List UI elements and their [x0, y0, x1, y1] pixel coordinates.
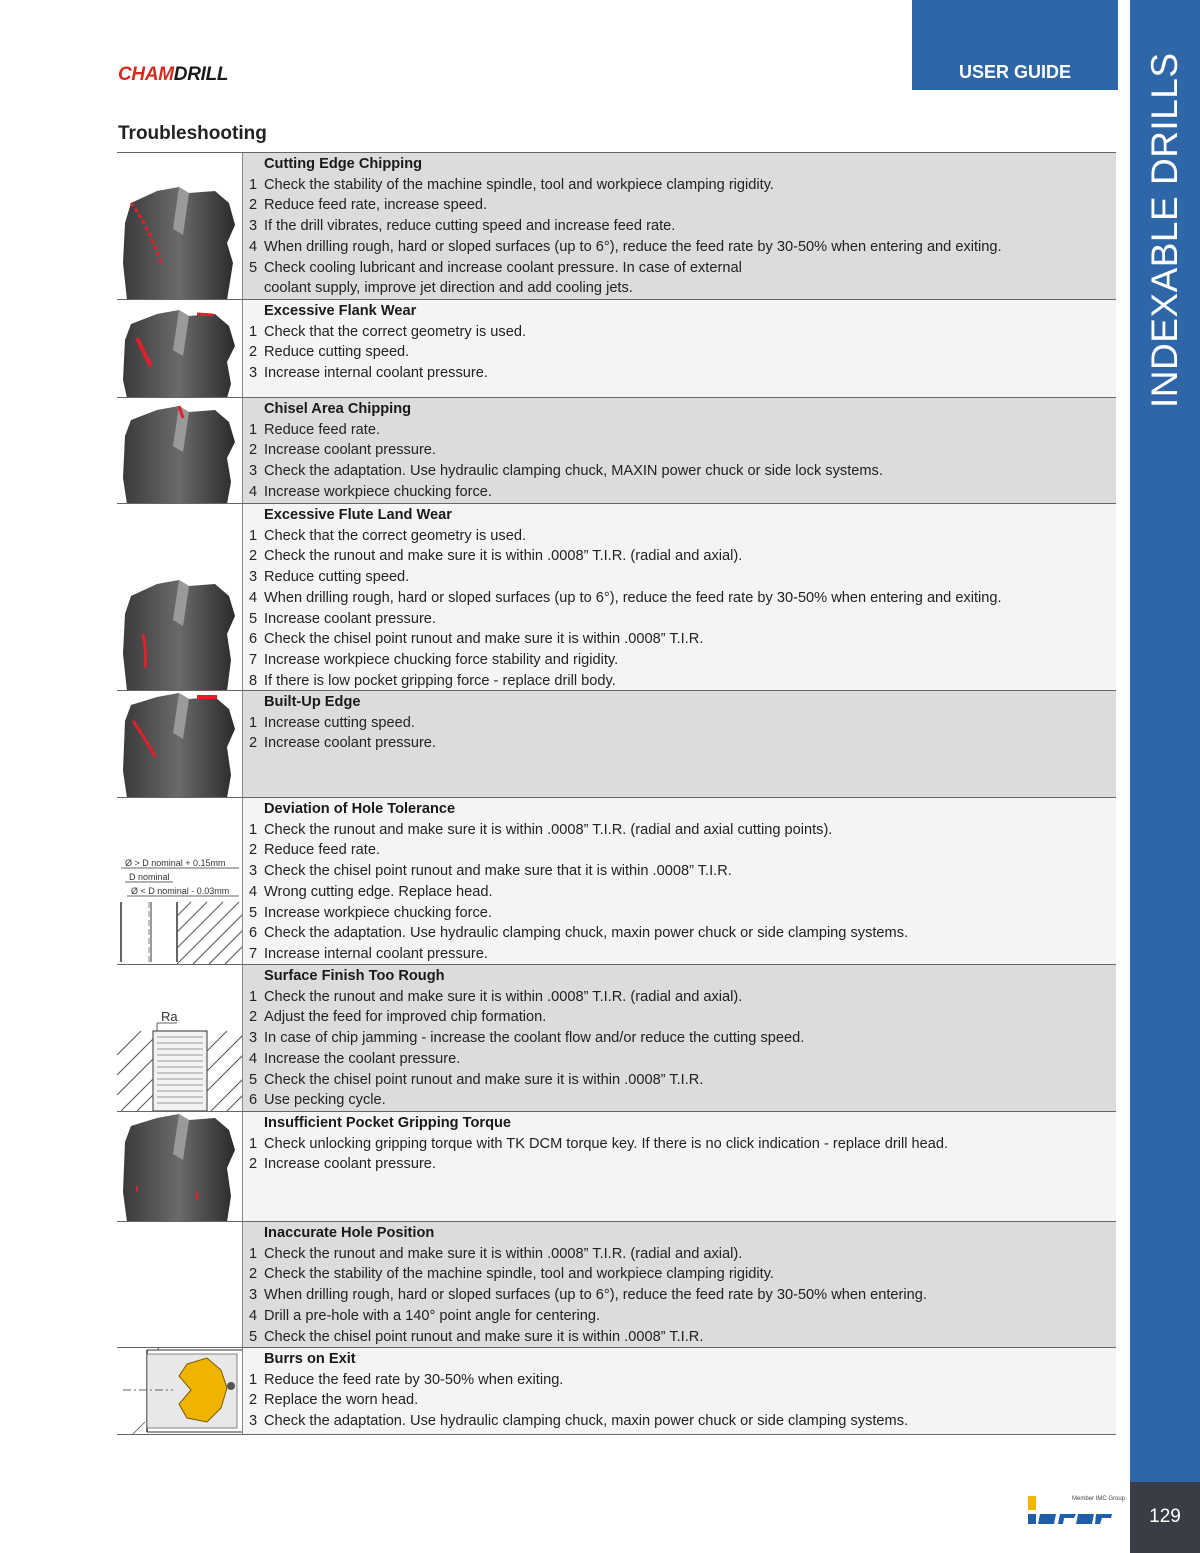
list-item: 4 Increase the coolant pressure. [249, 1050, 461, 1067]
section-title: Troubleshooting [118, 123, 267, 144]
troubleshooting-table [117, 152, 1116, 1435]
list-item: 4 When drilling rough, hard or sloped surfaces (up to 6°), reduce the feed rate by 30-50% when entering and exiting. [249, 589, 1002, 606]
list-item: 6 Check the chisel point runout and make sure it is within .0008” T.I.R. [249, 631, 704, 648]
row-title: Burrs on Exit [264, 1351, 356, 1367]
row-title: Deviation of Hole Tolerance [264, 801, 456, 817]
list-item-continuation: coolant supply, improve jet direction and add cooling jets. [264, 280, 633, 297]
list-item: 2 Replace the worn head. [249, 1392, 419, 1409]
table-row [117, 398, 1116, 504]
table-row [117, 965, 1116, 1112]
row-text [243, 1112, 1116, 1221]
list-item: 1 Check the runout and make sure it is within .0008” T.I.R. (radial and axial cutting points). [249, 821, 833, 838]
table-row [117, 798, 1116, 965]
drill-head-chisel-chipping-image [117, 398, 243, 503]
list-item: 1 Check that the correct geometry is used. [249, 527, 526, 544]
list-item: 1 Check the stability of the machine spindle, tool and workpiece clamping rigidity. [249, 176, 774, 193]
drill-head-gripping-torque-image [117, 1112, 243, 1221]
drill-head-built-up-edge-image [117, 691, 243, 797]
list-item: 5 Increase coolant pressure. [249, 610, 436, 627]
list-item: 2 Increase coolant pressure. [249, 735, 436, 752]
list-item: 2 Reduce cutting speed. [249, 344, 410, 361]
list-item: 4 Increase workpiece chucking force. [249, 483, 492, 500]
row-title: Excessive Flank Wear [264, 303, 417, 319]
list-item: 1 Check the runout and make sure it is within .0008” T.I.R. (radial and axial). [249, 988, 743, 1005]
list-item: 8 If there is low pocket gripping force - replace drill body. [249, 672, 616, 689]
tolerance-label-upper: Ø > D nominal + 0.15mm [125, 858, 226, 868]
list-item: 3 Check the chisel point runout and make sure that it is within .0008” T.I.R. [249, 863, 732, 880]
table-row [117, 691, 1116, 798]
burrs-exit-diagram [117, 1348, 243, 1434]
list-item: 6 Check the adaptation. Use hydraulic clamping chuck, maxin power chuck or side clamping systems. [249, 925, 909, 942]
list-item: 5 Check cooling lubricant and increase coolant pressure. In case of external [249, 259, 742, 276]
table-row [117, 153, 1116, 300]
drill-head-flute-land-wear-image [117, 504, 243, 690]
row-title: Insufficient Pocket Gripping Torque [264, 1115, 512, 1131]
side-section-title: INDEXABLE DRILLS [1144, 52, 1185, 408]
list-item: 3 Check the adaptation. Use hydraulic clamping chuck, MAXIN power chuck or side lock systems. [249, 463, 883, 480]
list-item: 2 Check the runout and make sure it is within .0008” T.I.R. (radial and axial). [249, 548, 743, 565]
empty-image-cell [117, 1222, 243, 1347]
list-item: 3 Increase internal coolant pressure. [249, 365, 488, 382]
row-title: Chisel Area Chipping [264, 401, 412, 417]
list-item: 5 Check the chisel point runout and make sure it is within .0008” T.I.R. [249, 1328, 704, 1345]
row-text [243, 1222, 1116, 1347]
list-item: 1 Increase cutting speed. [249, 714, 415, 731]
row-title: Excessive Flute Land Wear [264, 507, 452, 523]
list-item: 3 Reduce cutting speed. [249, 569, 410, 586]
table-row [117, 1348, 1116, 1435]
user-guide-tab: USER GUIDE [912, 0, 1118, 90]
row-text [243, 691, 1116, 797]
roughness-label: Ra [161, 1009, 178, 1024]
chamdrill-logo [118, 64, 228, 86]
list-item: 2 Check the stability of the machine spindle, tool and workpiece clamping rigidity. [249, 1266, 774, 1283]
list-item: 5 Check the chisel point runout and make sure it is within .0008” T.I.R. [249, 1071, 704, 1088]
list-item: 1 Check that the correct geometry is used. [249, 323, 526, 340]
member-imc-group: Member IMC Group [1072, 1496, 1126, 1502]
list-item: 2 Reduce feed rate, increase speed. [249, 197, 488, 214]
list-item: 1 Check unlocking gripping torque with TK DCM torque key. If there is no click indication - replace drill head. [249, 1135, 949, 1152]
list-item: 2 Reduce feed rate. [249, 842, 381, 859]
list-item: 1 Reduce feed rate. [249, 421, 381, 438]
hole-tolerance-diagram [117, 798, 243, 964]
list-item: 2 Adjust the feed for improved chip formation. [249, 1009, 547, 1026]
row-title: Cutting Edge Chipping [264, 156, 423, 172]
table-row [117, 300, 1116, 398]
surface-roughness-diagram [117, 965, 243, 1111]
list-item: 3 If the drill vibrates, reduce cutting speed and increase feed rate. [249, 218, 676, 235]
row-text [243, 300, 1116, 397]
list-item: 6 Use pecking cycle. [249, 1092, 386, 1109]
row-title: Built-Up Edge [264, 694, 361, 710]
list-item: 7 Increase workpiece chucking force stability and rigidity. [249, 651, 619, 668]
row-title: Surface Finish Too Rough [264, 968, 445, 984]
logo-cham-text: CHAM [118, 64, 174, 85]
logo-drill-text: DRILL [173, 64, 229, 85]
row-text [243, 398, 1116, 503]
list-item: 2 Increase coolant pressure. [249, 442, 436, 459]
row-title: Inaccurate Hole Position [264, 1225, 435, 1241]
list-item: 7 Increase internal coolant pressure. [249, 945, 488, 962]
row-text [243, 504, 1116, 690]
page-number: 129 [1149, 1506, 1181, 1527]
drill-head-chipping-image [117, 153, 243, 299]
list-item: 3 Check the adaptation. Use hydraulic clamping chuck, maxin power chuck or side clamping systems. [249, 1413, 909, 1430]
list-item: 4 Drill a pre-hole with a 140° point angle for centering. [249, 1307, 601, 1324]
table-row [117, 1222, 1116, 1348]
row-text [243, 965, 1116, 1111]
list-item: 2 Increase coolant pressure. [249, 1156, 436, 1173]
list-item: 4 When drilling rough, hard or sloped surfaces (up to 6°), reduce the feed rate by 30-50% when entering and exiting. [249, 238, 1002, 255]
list-item: 4 Wrong cutting edge. Replace head. [249, 883, 493, 900]
list-item: 1 Check the runout and make sure it is within .0008” T.I.R. (radial and axial). [249, 1245, 743, 1262]
tolerance-label-nominal: D nominal [129, 872, 170, 882]
row-text [243, 153, 1116, 299]
row-text [243, 798, 1116, 964]
row-text [243, 1348, 1116, 1434]
list-item: 1 Reduce the feed rate by 30-50% when exiting. [249, 1371, 564, 1388]
drill-head-flank-wear-image [117, 300, 243, 397]
list-item: 3 When drilling rough, hard or sloped surfaces (up to 6°), reduce the feed rate by 30-50% when entering. [249, 1287, 927, 1304]
table-row [117, 1112, 1116, 1222]
list-item: 5 Increase workpiece chucking force. [249, 904, 492, 921]
list-item: 3 In case of chip jamming - increase the coolant flow and/or reduce the cutting speed. [249, 1030, 805, 1047]
tolerance-label-lower: Ø < D nominal - 0.03mm [131, 886, 230, 896]
table-row [117, 504, 1116, 691]
